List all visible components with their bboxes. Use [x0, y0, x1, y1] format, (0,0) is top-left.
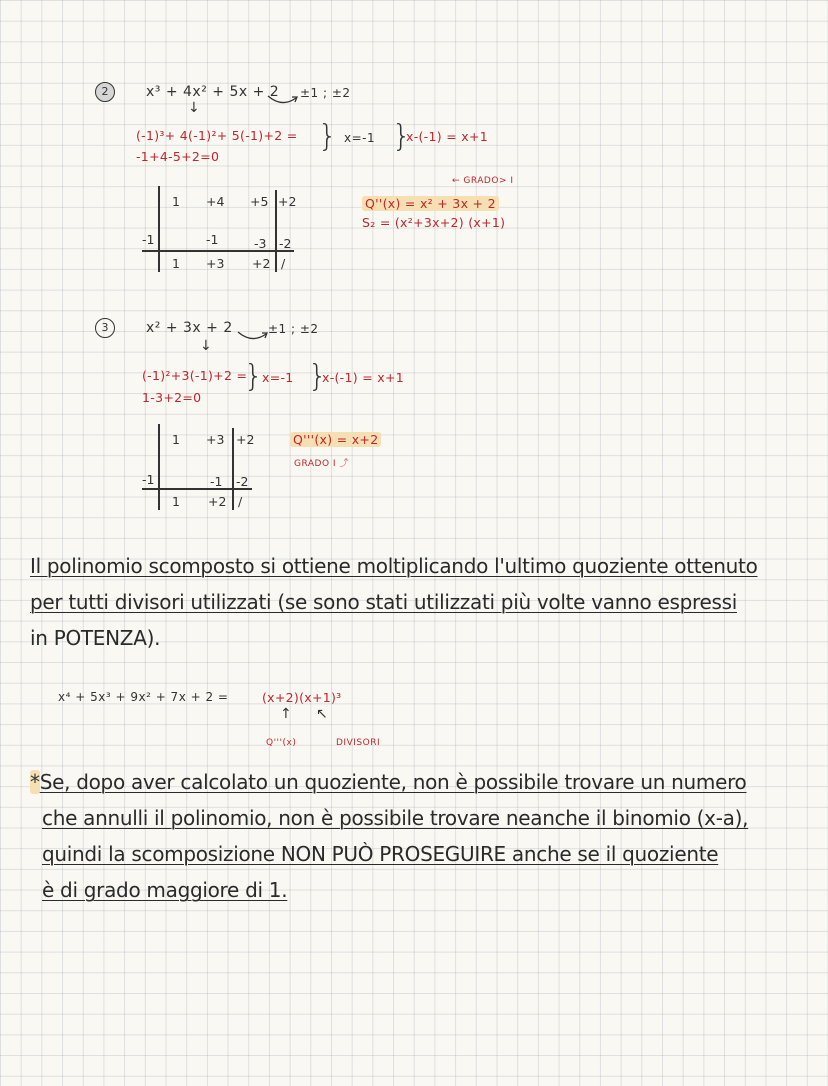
ruffini-coeff: +3 — [206, 432, 225, 447]
ruffini-result: / — [281, 256, 286, 271]
ruffini-product: -2 — [279, 236, 292, 251]
step-2-substitution-2: -1+4-5+2=0 — [136, 149, 220, 164]
ruffini-product: -1 — [210, 474, 223, 489]
step-2-divisors: ±1 ; ±2 — [300, 86, 351, 100]
ruffini-divisor: -1 — [142, 472, 155, 487]
step-3-polynomial: x² + 3x + 2 — [146, 320, 233, 336]
step-2-number: 2 — [95, 82, 115, 102]
ruffini-horizontal-line — [142, 250, 294, 252]
paragraph-decomposition: Il polinomio scomposto si ottiene moltiplicando l'ultimo quoziente ottenuto per tutti divisori utilizzati (se sono stati utilizzati più volte vanno espressi in POTENZA). — [30, 554, 758, 650]
ruffini-coeff: +4 — [206, 194, 225, 209]
ruffini-coeff: 1 — [172, 194, 180, 209]
brace-icon: } — [392, 119, 412, 154]
step-2-polynomial: x³ + 4x² + 5x + 2 — [146, 84, 280, 100]
ruffini-vertical-line — [158, 186, 160, 272]
up-arrow-icon: ↑ — [280, 706, 292, 722]
ruffini-result: +3 — [206, 256, 225, 271]
step-2-substitution-1: (-1)³+ 4(-1)²+ 5(-1)+2 = — [136, 128, 298, 143]
step-3-grado-label: GRADO I ⤴ — [294, 459, 349, 469]
ruffini-vertical-line — [158, 424, 160, 510]
ruffini-last-column-line — [232, 428, 234, 510]
ruffini-result: +2 — [252, 256, 271, 271]
ruffini-coeff: +5 — [250, 194, 269, 209]
down-arrow-icon: ↓ — [200, 338, 212, 354]
ruffini-coeff: +2 — [236, 432, 255, 447]
step-3-number: 3 — [95, 318, 115, 338]
final-equation-right: (x+2)(x+1)³ — [262, 690, 342, 705]
ruffini-result: 1 — [172, 256, 180, 271]
ruffini-product: -2 — [236, 474, 249, 489]
step-2-binomial: x-(-1) = x+1 — [406, 129, 488, 144]
ruffini-coeff: +2 — [278, 194, 297, 209]
label-quotient: Q'''(x) — [266, 738, 297, 748]
ruffini-result: 1 — [172, 494, 180, 509]
step-3-substitution-1: (-1)²+3(-1)+2 = — [142, 368, 248, 383]
brace-icon: } — [308, 359, 328, 394]
step-3-binomial: x-(-1) = x+1 — [322, 370, 404, 385]
ruffini-coeff: 1 — [172, 432, 180, 447]
ruffini-divisor: -1 — [142, 232, 155, 247]
brace-icon: } — [318, 119, 338, 154]
final-equation-left: x⁴ + 5x³ + 9x² + 7x + 2 = — [58, 690, 229, 704]
ruffini-result: +2 — [208, 494, 227, 509]
paragraph-note: *Se, dopo aver calcolato un quoziente, non è possibile trovare un numero che annulli il polinomio, non è possibile trovare neanche il binomio (x-a), quindi la scomposizione NON PUÒ PROSEGUIRE anche se il quoziente è di grado maggiore di 1. — [30, 770, 749, 902]
step-2-grado-label: ← GRADO> I — [452, 176, 514, 186]
ruffini-product: -1 — [206, 232, 219, 247]
step-2-quotient: Q''(x) = x² + 3x + 2 — [362, 196, 499, 211]
step-3-quotient: Q'''(x) = x+2 — [290, 432, 381, 447]
up-left-arrow-icon: ↖ — [316, 706, 328, 722]
step-3-divisors: ±1 ; ±2 — [268, 322, 319, 336]
ruffini-result: / — [238, 494, 243, 509]
curved-arrow-icon — [236, 330, 270, 344]
asterisk-mark: * — [30, 770, 40, 794]
down-arrow-icon: ↓ — [188, 100, 200, 116]
step-2-root: x=-1 — [344, 131, 376, 145]
ruffini-last-column-line — [275, 190, 277, 272]
step-2-s2: S₂ = (x²+3x+2) (x+1) — [362, 215, 506, 230]
ruffini-product: -3 — [254, 236, 267, 251]
brace-icon: } — [244, 359, 264, 394]
step-3-substitution-2: 1-3+2=0 — [142, 390, 202, 405]
step-3-root: x=-1 — [262, 370, 294, 385]
curved-arrow-icon — [266, 94, 300, 108]
label-divisors: DIVISORI — [336, 738, 381, 748]
